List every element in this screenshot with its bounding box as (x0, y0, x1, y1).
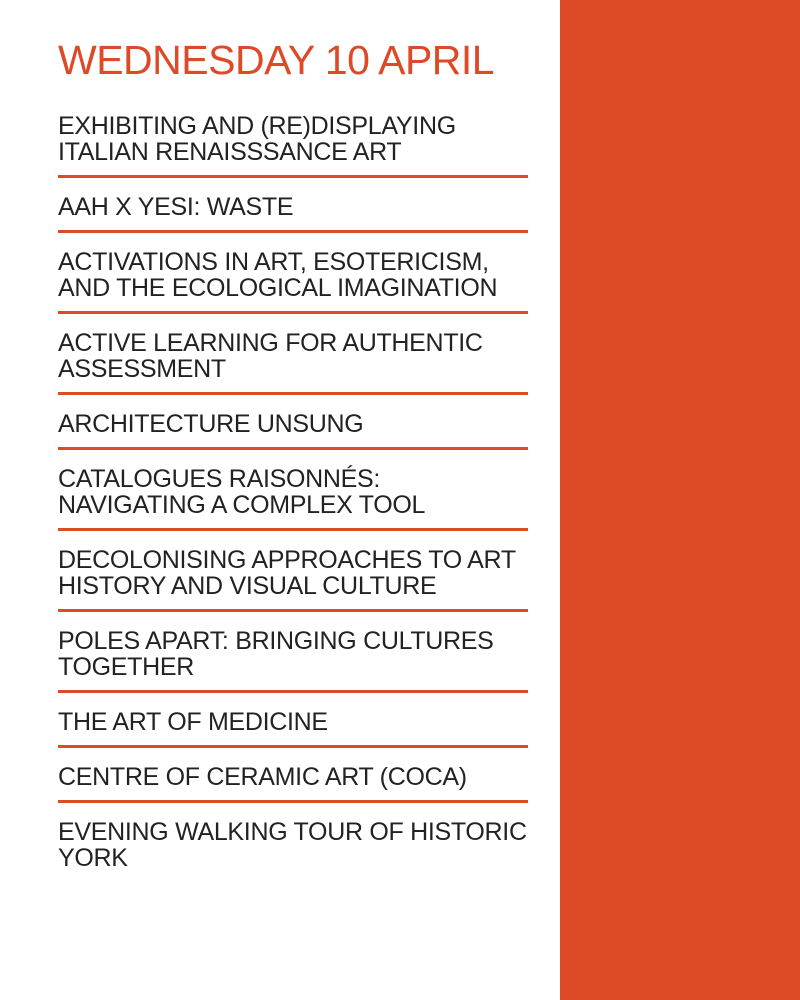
accent-panel (560, 0, 800, 1000)
session-divider (58, 447, 528, 450)
session-divider (58, 745, 528, 748)
session-item (58, 407, 528, 450)
session-label: THE ART OF MEDICINE (58, 708, 328, 737)
session-divider (58, 528, 528, 531)
session-label: EVENING WALKING TOUR OF HISTORIC YORK (58, 818, 527, 873)
session-label: POLES APART: BRINGING CULTURES TOGETHER (58, 627, 494, 682)
session-item (58, 245, 528, 314)
session-item (58, 462, 528, 531)
schedule-content (58, 38, 528, 881)
session-divider (58, 392, 528, 395)
session-label: ACTIVE LEARNING FOR AUTHENTIC ASSESSMENT (58, 329, 483, 384)
session-divider (58, 800, 528, 803)
session-item (58, 705, 528, 748)
session-item (58, 815, 528, 881)
session-divider (58, 609, 528, 612)
session-item (58, 109, 528, 178)
session-item (58, 190, 528, 233)
session-label: EXHIBITING AND (RE)DISPLAYING ITALIAN RENAISSSANCE ART (58, 112, 456, 167)
session-label: ACTIVATIONS IN ART, ESOTERICISM, AND THE ECOLOGICAL IMAGINATION (58, 248, 498, 303)
session-label: ARCHITECTURE UNSUNG (58, 410, 364, 439)
page-title: WEDNESDAY 10 APRIL (58, 37, 495, 83)
session-label: CENTRE OF CERAMIC ART (COCA) (58, 763, 467, 792)
session-label: CATALOGUES RAISONNÉS: NAVIGATING A COMPLEX TOOL (58, 465, 426, 520)
session-label: DECOLONISING APPROACHES TO ART HISTORY AND VISUAL CULTURE (58, 546, 516, 601)
session-divider (58, 175, 528, 178)
session-item (58, 760, 528, 803)
session-divider (58, 690, 528, 693)
session-divider (58, 311, 528, 314)
session-item (58, 624, 528, 693)
session-item (58, 326, 528, 395)
session-divider (58, 230, 528, 233)
session-item (58, 543, 528, 612)
session-list (58, 109, 528, 881)
session-label: AAH X YESI: WASTE (58, 193, 294, 222)
